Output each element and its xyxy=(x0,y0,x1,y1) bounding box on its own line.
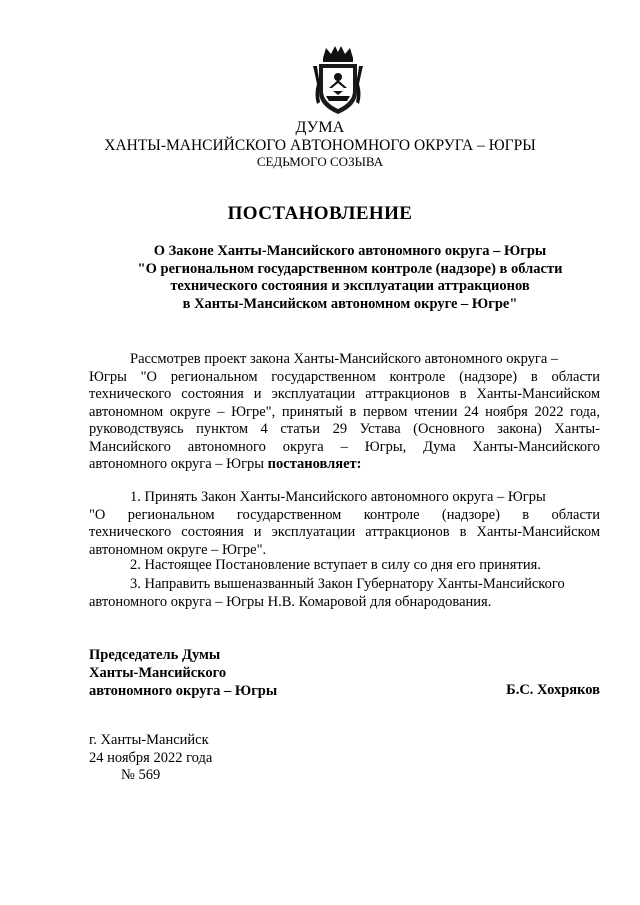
signatory-position-line: автономного округа – Югры xyxy=(89,683,278,699)
issue-place-date xyxy=(89,732,212,785)
item-1-paragraph xyxy=(89,489,600,559)
signatory-position xyxy=(89,646,277,700)
paragraph-line: Югры "О региональном государственном контроле (надзоре) в области xyxy=(89,368,600,385)
issuer-convocation: СЕДЬМОГО СОЗЫВА xyxy=(256,154,384,169)
signatory-name: Б.С. Хохряков xyxy=(506,682,600,698)
issuer-name: ДУМА xyxy=(295,119,345,136)
paragraph-line: 1. Принять Закон Ханты-Мансийского автономного округа – Югры xyxy=(130,489,546,505)
paragraph-line-text: автономного округа – Югры xyxy=(89,456,265,472)
title-line: "О региональном государственном контроле (надзоре) в области xyxy=(137,260,563,277)
issue-date: 24 ноября 2022 года xyxy=(89,749,213,766)
paragraph-line: "О региональном государственном контроле (надзоре) в области xyxy=(89,506,600,523)
title-line: технического состояния и эксплуатации аттракционов xyxy=(170,278,530,294)
paragraph-line: 2. Настоящее Постановление вступает в силу со дня его принятия. xyxy=(130,557,541,573)
preamble-paragraph xyxy=(89,351,600,474)
document-number: № 569 xyxy=(121,767,161,783)
issue-city: г. Ханты-Мансийск xyxy=(89,732,209,748)
title-line: в Ханты-Мансийском автономном округе – Югре" xyxy=(182,295,518,312)
paragraph-line: руководствуясь пунктом 4 статьи 29 Устава (Основного закона) Ханты- xyxy=(89,421,600,437)
paragraph-line: автономного округа – Югры Н.В. Комаровой для обнародования. xyxy=(89,593,492,610)
coat-of-arms-icon xyxy=(311,44,365,116)
paragraph-line: Мансийского автономного округа – Югры, Дума Ханты-Мансийского xyxy=(89,438,600,455)
signatory-position-line: Ханты-Мансийского xyxy=(89,665,227,681)
paragraph-line xyxy=(89,456,600,474)
item-3-paragraph xyxy=(89,576,600,611)
resolves-word: постановляет: xyxy=(267,456,362,472)
signatory-position-line: Председатель Думы xyxy=(89,647,221,663)
paragraph-line: автономном округе – Югре", принятый в первом чтении 24 ноября 2022 года, xyxy=(89,403,600,420)
title-line: О Законе Ханты-Мансийского автономного округа – Югры xyxy=(153,243,547,259)
paragraph-line: технического состояния и эксплуатации аттракционов в Ханты-Мансийском xyxy=(89,524,600,540)
document-title xyxy=(60,243,640,313)
paragraph-line: технического состояния и эксплуатации аттракционов в Ханты-Мансийском xyxy=(89,386,600,402)
paragraph-line: Рассмотрев проект закона Ханты-Мансийского автономного округа – xyxy=(130,351,559,367)
paragraph-line: 3. Направить вышеназванный Закон Губернатору Ханты-Мансийского xyxy=(130,576,565,592)
item-2-paragraph xyxy=(89,557,600,575)
document-type: ПОСТАНОВЛЕНИЕ xyxy=(227,203,413,224)
issuer-region: ХАНТЫ-МАНСИЙСКОГО АВТОНОМНОГО ОКРУГА – ЮГРЫ xyxy=(104,137,536,154)
paragraph-line: автономном округе – Югре". xyxy=(89,541,267,558)
